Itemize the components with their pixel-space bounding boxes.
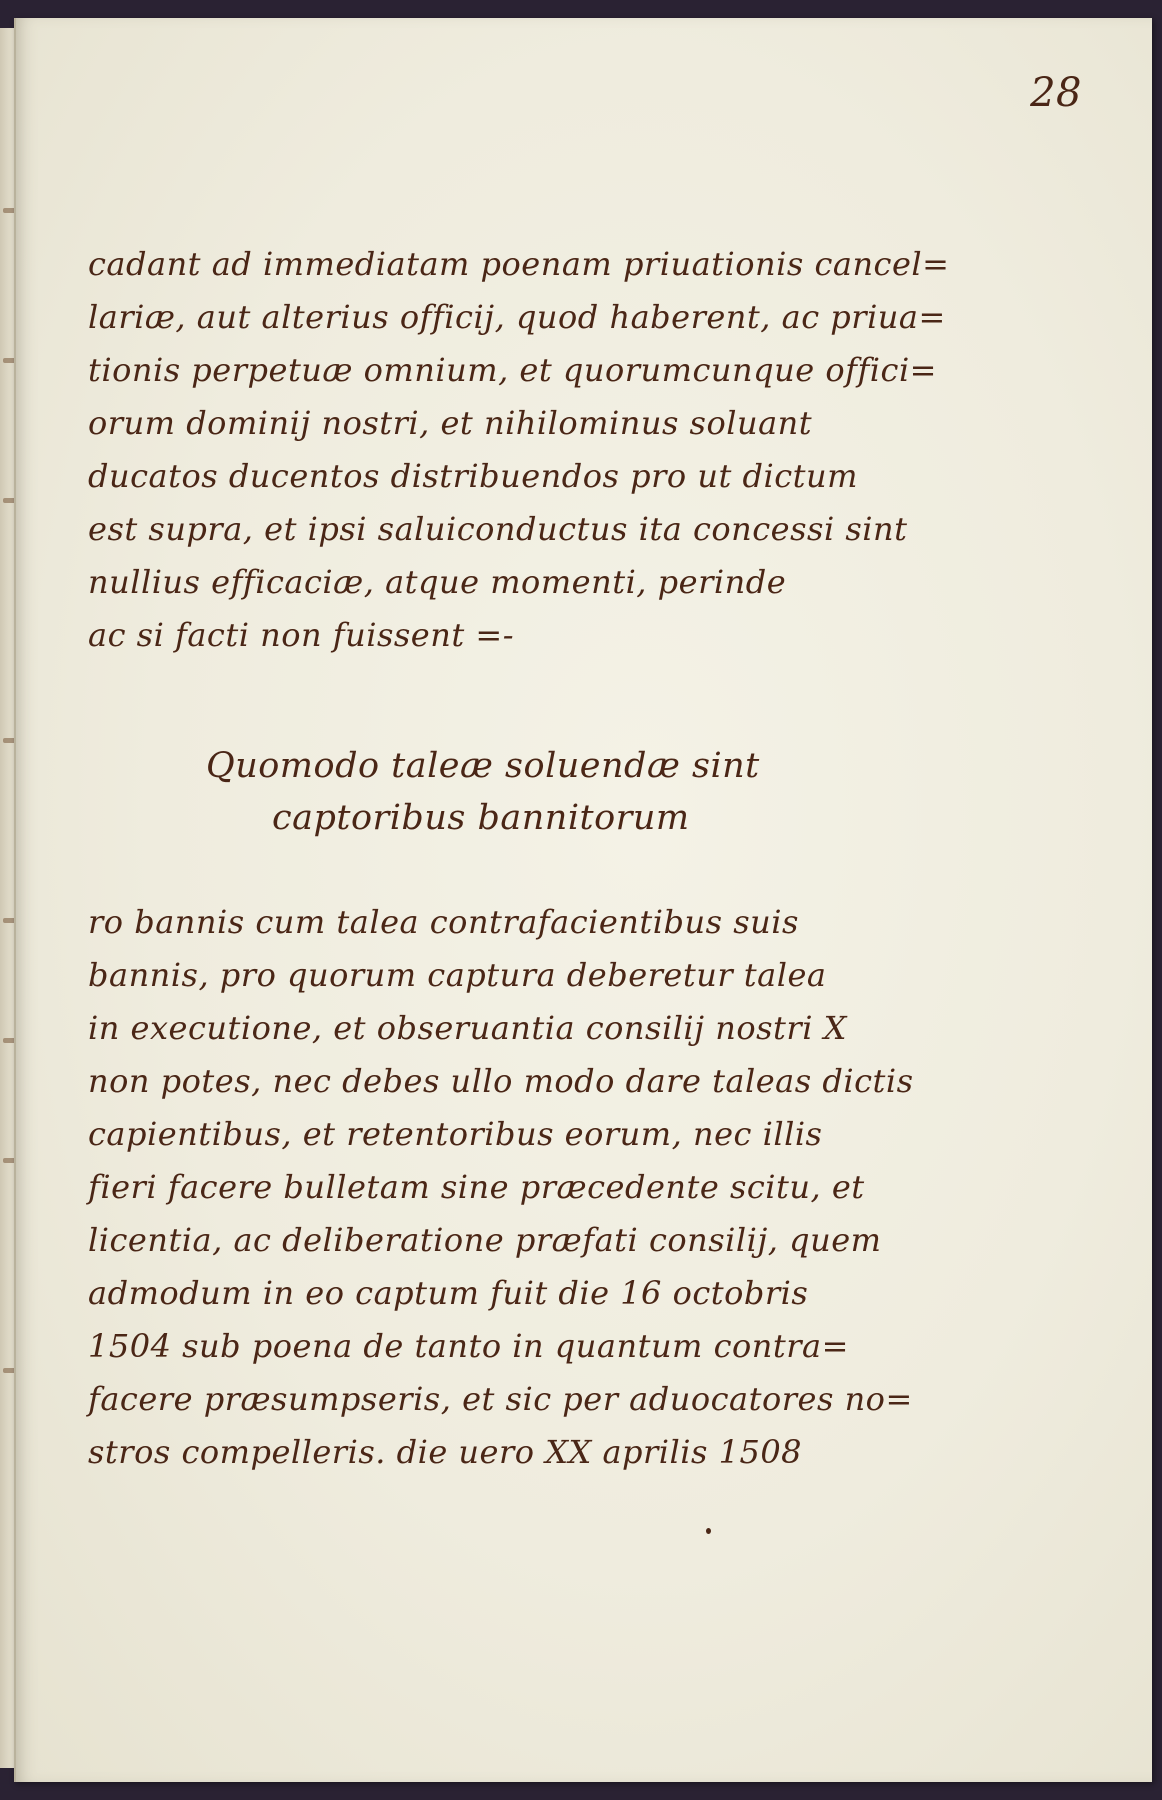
section-heading [206,740,766,844]
folio-number: 28 [1030,70,1082,116]
text-line: fieri facere bulletam sine præcedente scitu, et [88,1168,865,1206]
text-line: capientibus, et retentoribus eorum, nec illis [88,1115,823,1153]
text-line: admodum in eo captum fuit die 16 octobris [88,1274,809,1312]
text-line: non potes, nec debes ullo modo dare taleas dictis [88,1062,914,1100]
text-line: ro bannis cum talea contrafacientibus suis [88,903,799,941]
text-line: 1504 sub poena de tanto in quantum contra= [88,1327,849,1365]
text-line: ac si facti non fuissent =- [88,616,514,654]
text-line: lariæ, aut alterius officij, quod haberent, ac priua= [88,298,946,336]
text-line: ducatos ducentos distribuendos pro ut dictum [88,457,858,495]
ink-dot [706,1528,711,1534]
text-line: licentia, ac deliberatione præfati consilij, quem [88,1221,882,1259]
paragraph-continued [88,238,950,662]
text-line: tionis perpetuæ omnium, et quorumcunque offici= [88,351,937,389]
heading-line: Quomodo taleæ soluendæ sint [206,746,760,786]
text-line: est supra, et ipsi saluiconductus ita concessi sint [88,510,908,548]
text-line: nullius efficaciæ, atque momenti, perinde [88,563,787,601]
text-line: bannis, pro quorum captura deberetur talea [88,956,827,994]
text-line: stros compelleris. die uero XX aprilis 1508 [88,1433,803,1471]
heading-line: captoribus bannitorum [272,798,690,838]
text-line: facere præsumpseris, et sic per aduocatores no= [88,1380,913,1418]
text-line: in executione, et obseruantia consilij nostri X [88,1009,847,1047]
manuscript-leaf [14,18,1152,1782]
text-line: cadant ad immediatam poenam priuationis cancel= [88,245,950,283]
text-line: orum dominij nostri, et nihilominus soluant [88,404,813,442]
paragraph-section [88,896,914,1479]
